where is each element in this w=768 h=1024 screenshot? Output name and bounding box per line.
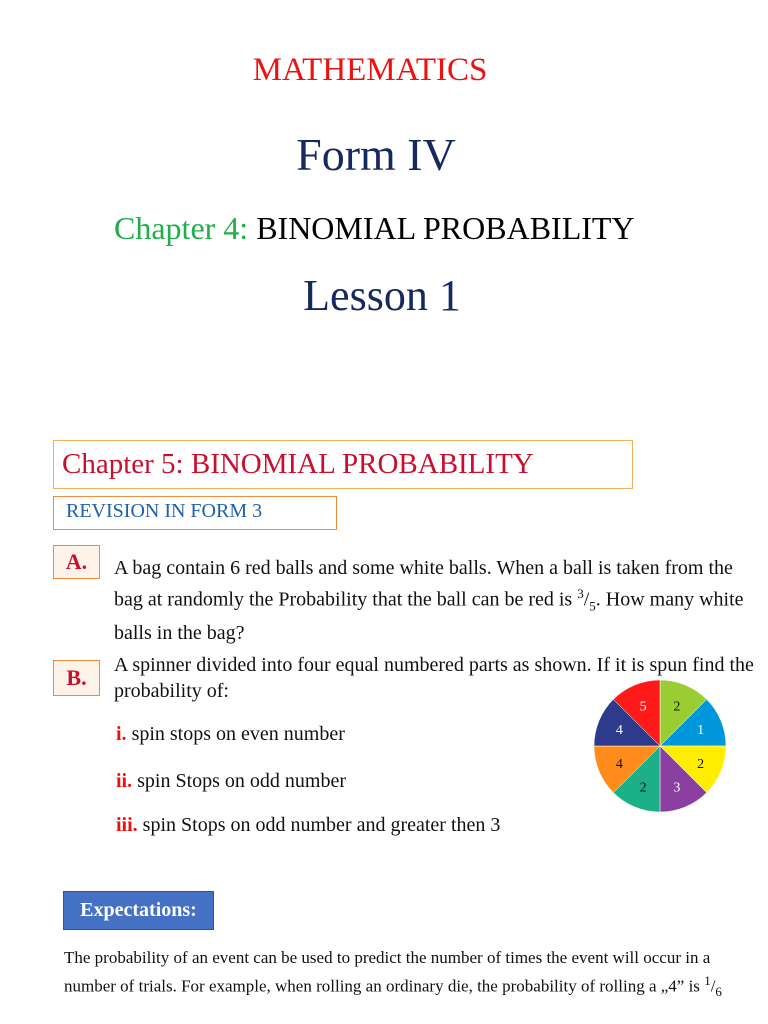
item-number: iii. [116, 814, 138, 836]
question-b-item [116, 770, 346, 793]
spinner-sector-label: 2 [697, 756, 705, 772]
chapter-title: BINOMIAL PROBABILITY [256, 210, 635, 246]
chapter-label: Chapter 4: [114, 210, 249, 246]
item-number: ii. [116, 770, 133, 792]
spinner-sector-label: 3 [673, 780, 681, 796]
expectations-text-body: The probability of an event can be used to predict the number of times the event will occur in a number of trials. For example, when rolling an ordinary die, the probability of rolling a „4” is [64, 948, 711, 996]
item-text: spin stops on even number [131, 723, 345, 745]
item-text: spin Stops on odd number [137, 770, 347, 792]
spinner-sector-label: 4 [615, 723, 623, 739]
spinner-sector-label: 1 [697, 723, 705, 739]
expectations-label: Expectations: [63, 891, 214, 930]
section-title: Chapter 5: BINOMIAL PROBABILITY [62, 448, 534, 480]
question-b-text: A spinner divided into four equal numbered parts as shown. If it is spun find the probability of: [114, 654, 754, 702]
chapter-heading [114, 210, 635, 247]
question-a-fraction-denominator: 5 [589, 598, 596, 614]
item-number: i. [116, 723, 127, 745]
lesson-title: Lesson 1 [303, 271, 461, 320]
form-title: Form IV [296, 129, 456, 180]
expectations-fraction-denominator: 6 [715, 984, 722, 1000]
question-a-text-end: . How many white balls in the bag? [114, 588, 744, 644]
item-text: spin Stops on odd number and greater then 3 [142, 814, 501, 836]
question-b-label: B. [53, 660, 100, 696]
spinner-sector-label: 2 [673, 699, 681, 715]
question-b-item [116, 814, 500, 837]
expectations-fraction-numerator: 1 [704, 973, 711, 988]
spinner-sector-label: 2 [639, 780, 647, 796]
spinner-sector-label: 4 [615, 756, 623, 772]
subject-title: MATHEMATICS [252, 52, 488, 88]
spinner-wheel [590, 676, 730, 816]
question-b-item [116, 723, 345, 746]
question-a-fraction-numerator: 3 [577, 586, 584, 601]
question-a-label: A. [53, 545, 100, 579]
question-a-text: A bag contain 6 red balls and some white balls. When a ball is taken from the bag at randomly the Probability that the ball can be red is $^3/_5$. How many white balls in the bag? [114, 557, 744, 644]
expectations-text: The probability of an event can be used to predict the number of times the event will occur in a number of trials. For example, when rolling an ordinary die, the probability of rolling a „4” is $^1/_6$ [64, 948, 722, 1000]
spinner-sector-label: 5 [639, 699, 647, 715]
question-a-text-start: A bag contain 6 red balls and some white balls. When a ball is taken from the bag at randomly the Probability that the ball can be red is [114, 557, 733, 611]
section-subtitle: REVISION IN FORM 3 [66, 500, 263, 522]
